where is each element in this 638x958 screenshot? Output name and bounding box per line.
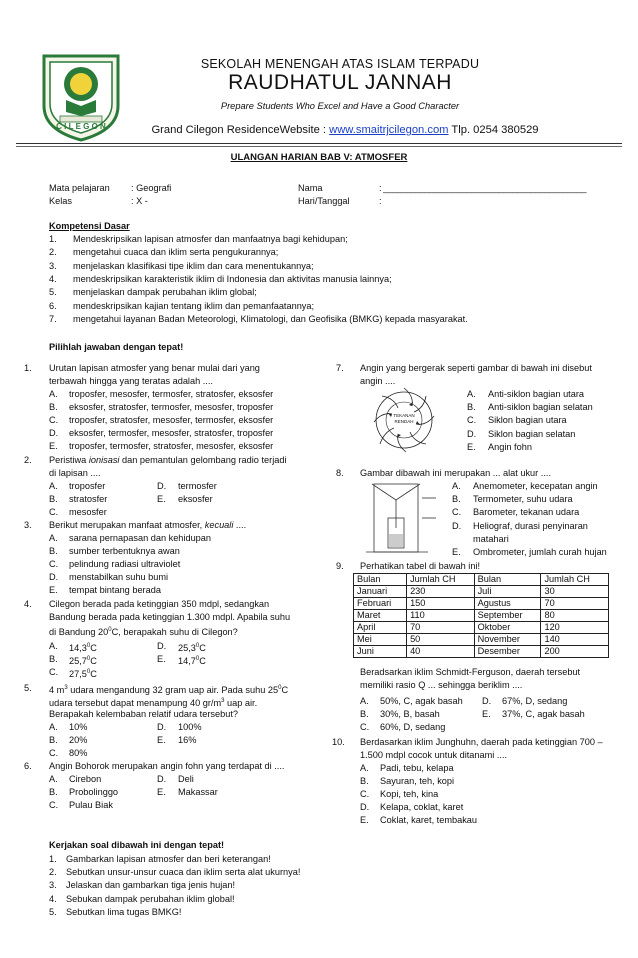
cyclone-label-1: TEKANAN [393, 413, 415, 418]
q2-number: 2. [24, 455, 32, 465]
q4-option-e-value: 14,7 [178, 656, 196, 667]
table-cell: Mei [354, 634, 407, 646]
q10-number: 10. [332, 737, 345, 747]
q9-option-d[interactable]: 67%, D, sedang [502, 696, 568, 706]
table-row [354, 598, 609, 610]
q5-text-1b: udara mengandung 32 gram uap air. Pada suhu 25 [67, 685, 279, 696]
q10-option-b[interactable]: Sayuran, teh, kopi [380, 776, 455, 786]
q4-text-3b: C, berapakah suhu di Cilegon? [111, 627, 238, 638]
cyclone-label-2: RENDAH [394, 419, 414, 424]
q10-option-b-key[interactable]: B. [360, 776, 369, 786]
q6-option-d-key[interactable]: D. [157, 774, 167, 784]
header-divider [16, 143, 622, 144]
q8-option-e[interactable]: Ombrometer, jumlah curah hujan [473, 547, 607, 557]
q9-number: 9. [336, 561, 344, 571]
q8-option-c[interactable]: Barometer, tekanan udara [473, 507, 580, 518]
q4-option-d[interactable] [178, 640, 206, 654]
q4-option-c-degree: 0 [86, 669, 91, 675]
q4-text-3a: di Bandung 20 [49, 627, 109, 638]
q3-option-c-key[interactable]: C. [49, 559, 59, 569]
q6-text-1: Angin Bohorok merupakan angin fohn yang terdapat di .... [49, 761, 285, 771]
q2-option-d[interactable]: termosfer [178, 481, 217, 491]
q2-option-c-key[interactable]: C. [49, 507, 59, 517]
q9-option-c-key[interactable]: C. [360, 722, 370, 732]
q7-option-d-key[interactable]: D. [467, 428, 477, 439]
competency-number: 6. [49, 300, 57, 311]
q6-option-d[interactable]: Deli [178, 774, 194, 784]
table-cell: September [474, 610, 541, 622]
address-text: Grand Cilegon ResidenceWebsite : [151, 124, 330, 136]
q3-option-e-key[interactable]: E. [49, 585, 58, 595]
table-row [354, 634, 609, 646]
essay-item: Sebutkan lima tugas BMKG! [66, 906, 182, 917]
q5-option-c[interactable]: 80% [69, 748, 88, 758]
q7-option-b[interactable]: Anti-siklon bagian selatan [488, 402, 593, 413]
competency-number: 2. [49, 247, 57, 258]
table-header-cell: Jumlah CH [407, 574, 475, 586]
date-label: Hari/Tanggal [298, 196, 350, 206]
q7-option-b-key[interactable]: B. [467, 402, 476, 413]
q9-option-c[interactable]: 60%, D, sedang [380, 722, 446, 732]
q9-text-1: Perhatikan tabel di bawah ini! [360, 561, 481, 571]
q4-option-a-unit: C [90, 643, 97, 654]
q6-number: 6. [24, 761, 32, 771]
q4-option-a[interactable] [69, 640, 97, 654]
table-body [354, 586, 609, 658]
table-header-cell: Bulan [474, 574, 541, 586]
q7-text-2: angin .... [360, 376, 396, 386]
q3-text-1 [49, 519, 246, 531]
q10-option-c-key[interactable]: C. [360, 789, 370, 799]
q4-option-c-value: 27,5 [69, 669, 87, 680]
q4-option-d-unit: C [199, 643, 206, 654]
table-cell: Januari [354, 586, 407, 598]
q1-option-c[interactable]: troposfer, stratosfer, mesosfer, termosfer, eksosfer [69, 415, 274, 425]
q6-option-b[interactable]: Probolinggo [69, 787, 119, 797]
q3-option-d[interactable]: menstabilkan suhu bumi [69, 572, 169, 582]
q5-number: 5. [24, 683, 32, 693]
essay-number: 2. [49, 867, 57, 878]
q1-option-e-key[interactable]: E. [49, 441, 58, 451]
q5-option-a[interactable]: 10% [69, 722, 88, 732]
q6-option-c[interactable]: Pulau Biak [69, 800, 113, 810]
competency-item: mengetahui layanan Badan Meteorologi, Klimatologi, dan Geofisika (BMKG) kepada masyarakat. [73, 313, 468, 324]
table-cell: 50 [407, 634, 475, 646]
q1-option-a-key[interactable]: A. [49, 389, 58, 399]
q4-option-c-unit: C [90, 669, 97, 680]
q7-option-a[interactable]: Anti-siklon bagian utara [488, 389, 585, 399]
q5-sup-3: 3 [221, 698, 225, 704]
q8-text-1: Gambar dibawah ini merupakan ... alat ukur .... [360, 468, 551, 478]
table-cell: Oktober [474, 622, 541, 634]
q2-option-e[interactable]: eksosfer [178, 494, 213, 504]
table-cell: 140 [541, 634, 609, 646]
q5-option-d[interactable]: 100% [178, 722, 202, 732]
table-cell: Agustus [474, 598, 541, 610]
table-cell: 110 [407, 610, 475, 622]
q2-option-a-key[interactable]: A. [49, 481, 58, 491]
essay-item: Sebukan dampak perubahan iklim global! [66, 893, 235, 904]
q4-number: 4. [24, 599, 32, 609]
q4-option-e[interactable] [178, 653, 206, 667]
q10-text-1: Berdasarkan iklim Junghuhn, daerah pada ketinggian 700 – [360, 737, 603, 747]
website-link[interactable]: www.smaitrjcilegon.com [329, 124, 449, 136]
q4-text-3 [49, 624, 238, 638]
competency-number: 7. [49, 313, 57, 324]
class-value: : X - [131, 196, 148, 206]
q7-option-d[interactable]: Siklon bagian selatan [488, 428, 576, 439]
q5-option-c-key[interactable]: C. [49, 748, 59, 758]
competency-heading: Kompetensi Dasar [49, 221, 130, 231]
competency-item: menjelaskan klasifikasi tipe iklim dan cara menentukannya; [73, 260, 314, 271]
q5-text-1a: 4 m [49, 685, 65, 696]
q8-option-e-key[interactable]: E. [452, 547, 461, 557]
q4-option-d-degree: 0 [195, 643, 200, 649]
q4-option-b-key[interactable]: B. [49, 654, 58, 664]
q4-option-c-key[interactable]: C. [49, 667, 59, 677]
q8-option-b[interactable]: Termometer, suhu udara [473, 494, 573, 505]
q8-number: 8. [336, 468, 344, 478]
table-header-cell: Jumlah CH [541, 574, 609, 586]
q1-text-2: terbawah hingga yang teratas adalah .... [49, 376, 213, 386]
q2-text-1a: Peristiwa [49, 455, 89, 465]
competency-item: mendeskripsikan karakteristik iklim di Indonesia dan aktivitas manusia lainnya; [73, 273, 392, 284]
q6-option-b-key[interactable]: B. [49, 787, 58, 797]
q5-option-b[interactable]: 20% [69, 735, 88, 745]
table-cell: 200 [541, 646, 609, 658]
table-cell: Desember [474, 646, 541, 658]
q9-option-a-key[interactable]: A. [360, 696, 369, 706]
q4-option-d-value: 25,3 [178, 643, 196, 654]
competency-number: 3. [49, 260, 57, 271]
q10-option-a-key[interactable]: A. [360, 763, 369, 773]
q3-number: 3. [24, 520, 32, 530]
school-address [110, 124, 580, 136]
q2-option-a[interactable]: troposfer [69, 481, 106, 491]
q6-option-c-key[interactable]: C. [49, 800, 59, 810]
q2-option-e-key[interactable]: E. [157, 494, 166, 504]
q8-option-a[interactable]: Anemometer, kecepatan angin [473, 481, 598, 491]
q5-text-3: Berapakah kelembaban relatif udara tersebut? [49, 709, 238, 719]
subject-value: : Geografi [131, 183, 172, 193]
q9-option-d-key[interactable]: D. [482, 696, 492, 706]
mc-instruction: Pilihlah jawaban dengan tepat! [49, 342, 184, 352]
q3-option-c[interactable]: pelindung radiasi ultraviolet [69, 559, 181, 569]
q8-option-cont[interactable]: matahari [473, 533, 509, 544]
q4-option-a-value: 14,3 [69, 643, 87, 654]
q5-sup-2: 0 [278, 685, 282, 691]
q5-sup-1: 3 [64, 685, 68, 691]
q2-text-1c: dan pemantulan gelombang radio terjadi [119, 455, 287, 465]
q3-text-1b: kecuali [204, 520, 234, 530]
rain-gauge-diagram [352, 478, 442, 558]
q5-text-2a: udara tersebut dapat menampung 40 gr/m [49, 698, 222, 709]
q10-text-2: 1.500 mdpl cocok untuk ditanami .... [360, 750, 508, 760]
q5-option-b-key[interactable]: B. [49, 735, 58, 745]
q5-option-d-key[interactable]: D. [157, 722, 167, 732]
school-type: SEKOLAH MENENGAH ATAS ISLAM TERPADU [200, 57, 480, 71]
name-field[interactable]: : ____________________________________________ [379, 183, 586, 193]
table-header-cell: Bulan [354, 574, 407, 586]
q6-option-a[interactable]: Cirebon [69, 774, 102, 784]
q7-text-1: Angin yang bergerak seperti gambar di bawah ini disebut [360, 363, 592, 373]
q8-option-c-key[interactable]: C. [452, 507, 462, 518]
q10-option-e[interactable]: Coklat, karet, tembakau [380, 815, 478, 825]
phone-text: Tlp. 0254 380529 [448, 124, 539, 136]
table-cell: April [354, 622, 407, 634]
q4-option-b-unit: C [90, 656, 97, 667]
q1-option-b-key[interactable]: B. [49, 402, 58, 412]
date-field[interactable]: : [379, 196, 382, 206]
essay-number: 3. [49, 880, 57, 891]
table-cell: 70 [541, 598, 609, 610]
name-label: Nama [298, 183, 323, 193]
table-row [354, 610, 609, 622]
school-name: RAUDHATUL JANNAH [228, 71, 452, 94]
q7-option-c-key[interactable]: C. [467, 415, 477, 426]
essay-number: 4. [49, 893, 57, 904]
q8-option-a-key[interactable]: A. [452, 481, 461, 491]
q9-option-e-key[interactable]: E. [482, 709, 491, 719]
table-cell: 230 [407, 586, 475, 598]
competency-item: mengetahui cuaca dan iklim serta pengukurannya; [73, 247, 279, 258]
table-row [354, 586, 609, 598]
q3-option-d-key[interactable]: D. [49, 572, 59, 582]
table-row [354, 646, 609, 658]
table-cell: 30 [541, 586, 609, 598]
cyclone-diagram [368, 386, 440, 454]
q3-text-1c: .... [233, 520, 247, 530]
header-divider-thin [16, 146, 622, 147]
essay-heading: Kerjakan soal dibawah ini dengan tepat! [49, 840, 225, 850]
school-motto: Prepare Students Who Excel and Have a Good Character [220, 101, 460, 111]
exam-title: ULANGAN HARIAN BAB V: ATMOSFER [230, 152, 408, 163]
q2-text-2: di lapisan .... [49, 468, 101, 478]
q9-option-e[interactable]: 37%, C, agak basah [502, 709, 585, 719]
subject-label: Mata pelajaran [49, 183, 110, 193]
q1-option-d[interactable]: eksosfer, termosfer, mesosfer, stratosfer, troposfer [69, 428, 274, 438]
q5-option-a-key[interactable]: A. [49, 722, 58, 732]
table-cell: 80 [541, 610, 609, 622]
q9-option-b[interactable]: 30%, B, basah [380, 709, 440, 719]
q4-option-b[interactable] [69, 653, 97, 667]
table-cell: 70 [407, 622, 475, 634]
table-cell: Juni [354, 646, 407, 658]
svg-text:C I L E G O N: C I L E G O N [56, 122, 106, 131]
q4-option-e-unit: C [199, 656, 206, 667]
q4-option-e-key[interactable]: E. [157, 654, 166, 664]
q2-option-c[interactable]: mesosfer [69, 507, 107, 517]
essay-number: 1. [49, 854, 57, 864]
competency-number: 1. [49, 234, 57, 244]
q4-text-2: Bandung berada pada ketinggian 1.300 mdpl. Apabila suhu [49, 612, 291, 622]
q7-option-c[interactable]: Siklon bagian utara [488, 415, 567, 426]
q10-option-d-key[interactable]: D. [360, 802, 370, 812]
q7-option-e-key[interactable]: E. [467, 441, 476, 452]
q7-option-e[interactable]: Angin fohn [488, 441, 532, 452]
q2-text-1b: ionisasi [88, 455, 120, 465]
q5-text-1c: C [281, 685, 289, 696]
q5-text-2 [49, 695, 257, 709]
q1-option-c-key[interactable]: C. [49, 415, 59, 425]
q5-text-2b: uap air. [224, 698, 258, 709]
q10-option-c[interactable]: Kopi, teh, kina [380, 789, 439, 799]
q9-text-3: memiliki rasio Q ... sehingga beriklim .... [360, 680, 523, 690]
q8-option-b-key[interactable]: B. [452, 494, 461, 505]
table-cell: November [474, 634, 541, 646]
q5-option-e-key[interactable]: E. [157, 735, 166, 745]
class-label: Kelas [49, 196, 72, 206]
table-header-row [354, 574, 609, 586]
competency-item: Mendeskripsikan lapisan atmosfer dan manfaatnya bagi kehidupan; [73, 234, 348, 244]
q1-number: 1. [24, 363, 32, 373]
q3-option-e[interactable]: tempat bintang berada [69, 585, 161, 595]
q5-text-1 [49, 682, 288, 696]
table-cell: 150 [407, 598, 475, 610]
q6-option-a-key[interactable]: A. [49, 774, 58, 784]
q9-option-b-key[interactable]: B. [360, 709, 369, 719]
table-cell: Februari [354, 598, 407, 610]
q3-option-b[interactable]: sumber terbentuknya awan [69, 546, 180, 556]
q3-option-a[interactable]: sarana pernapasan dan kehidupan [69, 533, 212, 543]
q7-number: 7. [336, 363, 344, 373]
competency-item: mendeskripsikan kajian tentang iklim dan pemanfaatannya; [73, 300, 315, 311]
q2-option-b-key[interactable]: B. [49, 494, 58, 504]
q3-text-1a: Berikut merupakan manfaat atmosfer, [49, 520, 205, 530]
q3-option-a-key[interactable]: A. [49, 533, 58, 543]
q10-option-d[interactable]: Kelapa, coklat, karet [380, 802, 464, 812]
q4-option-b-value: 25,7 [69, 656, 87, 667]
q9-text-2: Beradsarkan iklim Schmidt-Ferguson, daerah tersebut [360, 667, 581, 677]
q2-text-1 [49, 454, 287, 466]
q4-text-1: Cilegon berada pada ketinggian 350 mdpl, sedangkan [49, 599, 270, 609]
q1-option-e[interactable]: troposfer, termosfer, stratosfer, mesosfer, eksosfer [69, 441, 274, 451]
table-cell: 40 [407, 646, 475, 658]
q6-option-e-key[interactable]: E. [157, 787, 166, 797]
competency-number: 5. [49, 287, 57, 298]
q4-option-e-degree: 0 [195, 656, 200, 662]
competency-item: menjelaskan dampak perubahan iklim global; [73, 287, 257, 298]
q1-text-1: Urutan lapisan atmosfer yang benar mulai dari yang [49, 363, 260, 373]
q4-degree: 0 [108, 627, 112, 633]
q5-option-e[interactable]: 16% [178, 735, 197, 745]
q10-option-a[interactable]: Padi, tebu, kelapa [380, 763, 454, 773]
q8-option-d-key[interactable]: D. [452, 520, 462, 531]
table-cell: 120 [541, 622, 609, 634]
q1-option-d-key[interactable]: D. [49, 428, 59, 438]
q10-option-e-key[interactable]: E. [360, 815, 369, 825]
table-row [354, 622, 609, 634]
q4-option-b-degree: 0 [86, 656, 91, 662]
table-cell: Juli [474, 586, 541, 598]
q6-option-e[interactable]: Makassar [178, 787, 218, 797]
q2-option-b[interactable]: stratosfer [69, 494, 108, 504]
essay-item: Jelaskan dan gambarkan tiga jenis hujan! [66, 880, 236, 891]
q9-option-a[interactable]: 50%, C, agak basah [380, 696, 463, 706]
essay-item: Gambarkan lapisan atmosfer dan beri keterangan! [66, 854, 271, 864]
essay-number: 5. [49, 906, 57, 917]
q4-option-a-degree: 0 [86, 643, 91, 649]
table-cell: Maret [354, 610, 407, 622]
essay-item: Sebutkan unsur-unsur cuaca dan iklim serta alat ukurnya! [66, 867, 301, 878]
q1-option-b[interactable]: eksosfer, stratosfer, termosfer, mesosfer, troposfer [69, 402, 274, 412]
q4-option-a-key[interactable]: A. [49, 641, 58, 651]
q4-option-d-key[interactable]: D. [157, 641, 167, 651]
q1-option-a[interactable]: troposfer, mesosfer, termosfer, stratosfer, eksosfer [69, 389, 274, 399]
q8-option-d[interactable]: Heliograf, durasi penyinaran [473, 520, 588, 531]
q2-option-d-key[interactable]: D. [157, 481, 167, 491]
q7-option-a-key[interactable]: A. [467, 389, 476, 399]
q4-option-c[interactable] [69, 666, 97, 680]
competency-number: 4. [49, 273, 57, 284]
rainfall-table [353, 573, 609, 658]
q3-option-b-key[interactable]: B. [49, 546, 58, 556]
